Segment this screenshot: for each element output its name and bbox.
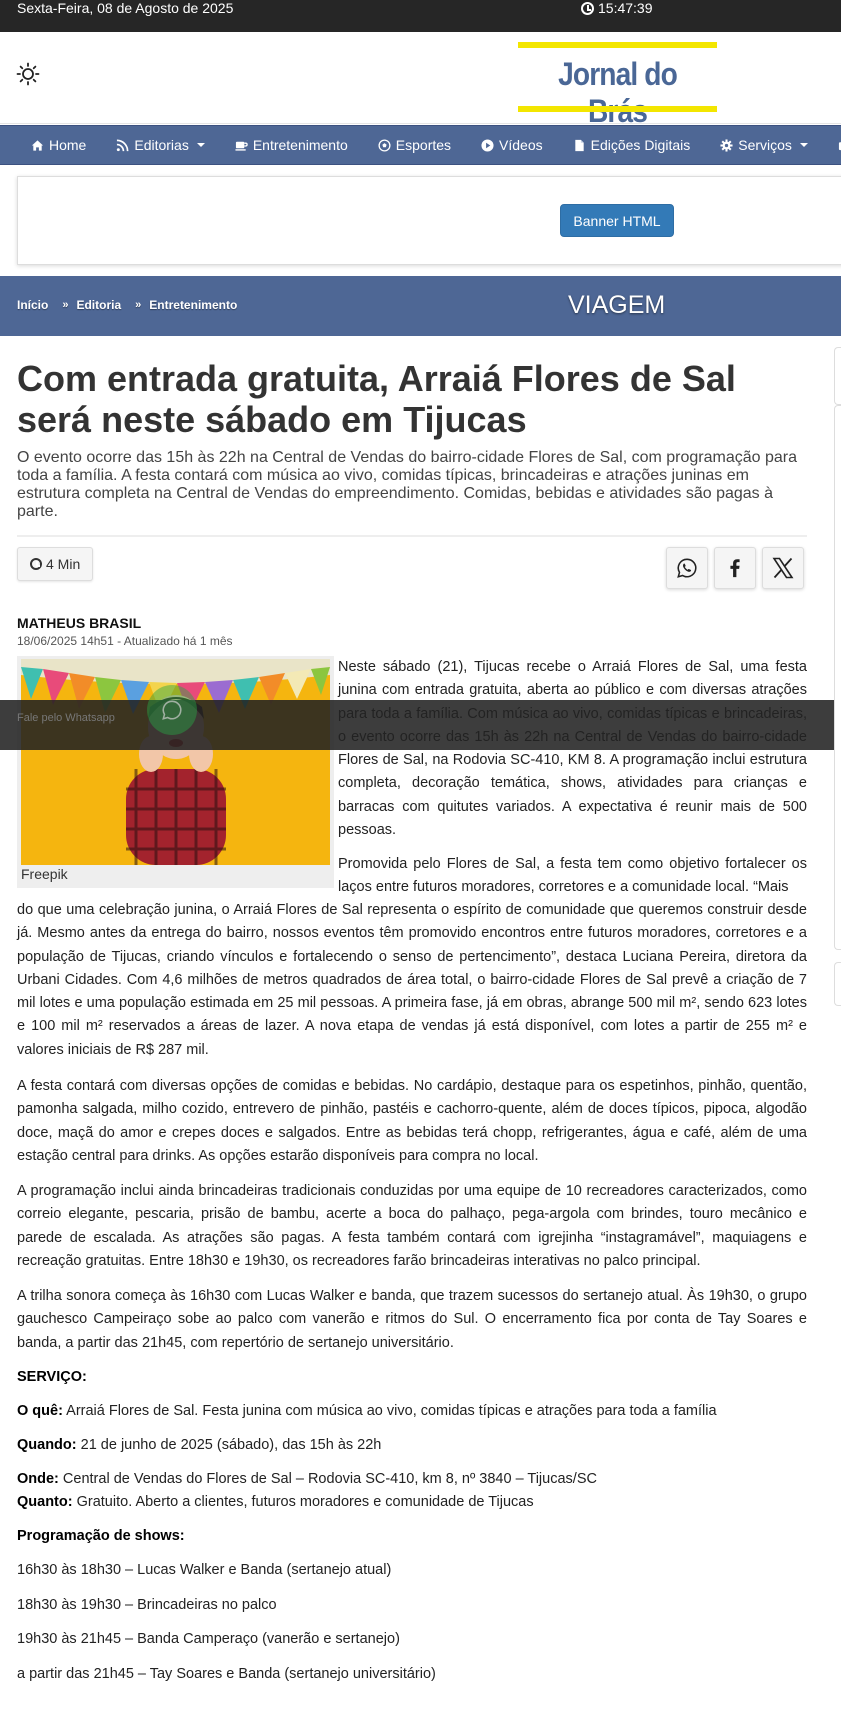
nav-item-servicos[interactable] — [705, 125, 823, 165]
breadcrumb-bar — [0, 276, 841, 336]
rss-icon — [116, 139, 129, 152]
nav-label: Serviços — [738, 137, 792, 153]
servico-onde: Onde: Central de Vendas do Flores de Sal – Rodovia SC-410, km 8, nº 3840 – Tijucas/SC — [17, 1471, 597, 1487]
article-paragraph: Neste sábado (21), Tijucas recebe o Arraiá Flores de Sal, uma festa junina com entrada gratuita, aberta ao público e com diversas atrações Flores de Sal, na Rodovia SC-410, KM 8. A programação inclui estrutura completa, decoração temática, shows, atividades para crianças e barracas com quitutes variados. A expectativa é reunir mais de 500 pessoas. — [338, 659, 807, 839]
servico-o-que: O quê: Arraiá Flores de Sal. Festa junina com música ao vivo, comidas típicas e atrações para toda a família — [17, 1403, 717, 1419]
top-bar — [0, 0, 841, 32]
article-paragraph: Promovida pelo Flores de Sal, a festa tem como objetivo fortalecer os laços entre futuros moradores, corretores e a comunidade local. “Mais — [338, 856, 807, 896]
sidebar-edge — [834, 405, 841, 950]
show-item: 18h30 às 19h30 – Brincadeiras no palco — [17, 1597, 277, 1613]
breadcrumb-inicio[interactable]: Início — [17, 298, 49, 312]
read-time-badge — [17, 547, 93, 581]
servico-quanto: Quanto: Gratuito. Aberto a clientes, futuros moradores e comunidade de Tijucas — [17, 1494, 534, 1510]
breadcrumb — [17, 298, 237, 312]
divider — [17, 535, 807, 537]
article-paragraph: A programação inclui ainda brincadeiras tradicionais conduzidas por uma equipe de 10 recreadores caracterizados, como correio elegante, pescaria, prisão de bambu, acerte a boca do palhaço, pega-argola com brindes, touro mecânico e parede de escalada. As atrações são pagas. A festa também contará com igrejinha “instagramável”, maquiagens e recreação gratuitas. Entre 18h30 e 19h30, os recreadores farão brincadeiras interativas no palco principal. — [17, 1183, 807, 1269]
clock-icon — [30, 558, 42, 570]
logo-text: Jornal do — [558, 56, 677, 92]
sidebar-edge — [834, 962, 841, 1006]
nav-label: Vídeos — [499, 137, 543, 153]
share-x-button[interactable] — [762, 547, 804, 589]
nav-label: Esportes — [395, 137, 452, 153]
show-item: a partir das 21h45 – Tay Soares e Banda (sertanejo universitário) — [17, 1666, 436, 1682]
publish-date: 18/06/2025 14h51 - Atualizado há 1 mês — [17, 634, 233, 648]
article-paragraph: A trilha sonora começa às 16h30 com Lucas Walker e banda, que trazem sucessos do sertanejo atual. Às 19h30, o grupo gauchesco Campeiraço sobe ao palco com vanerão e ritmos do Sul. O encerramento fica por conta de Tay Soares e banda, a partir das 21h45, com repertório de sertanejo universitário. — [17, 1288, 807, 1351]
time-text: 15:47:39 — [598, 0, 653, 16]
nav-item-entretenimento[interactable] — [220, 125, 363, 165]
facebook-icon — [724, 557, 746, 579]
whatsapp-float-button[interactable] — [147, 685, 197, 735]
x-logo-icon — [771, 556, 795, 580]
play-icon — [481, 139, 494, 152]
article-lead: O evento ocorre das 15h às 22h na Central de Vendas do bairro-cidade Flores de Sal, com programação para toda a família. A festa contará com música ao vivo, comidas típicas, brincadeiras e atrações juninas em estrutura completa na Central de Vendas do empreendimento. Comidas, bebidas e atividades são pagas à parte. — [17, 449, 798, 520]
nav-item-edicoes-digitais[interactable] — [558, 125, 706, 165]
show-item: 19h30 às 21h45 – Banda Camperaço (vanerão e sertanejo) — [17, 1631, 400, 1647]
site-header — [0, 32, 841, 124]
theme-toggle-sun-icon[interactable] — [16, 62, 40, 86]
read-time-text: 4 Min — [46, 556, 81, 572]
main-nav — [0, 125, 841, 165]
breadcrumb-separator-icon: » — [62, 299, 69, 311]
whatsapp-contact-bar[interactable] — [0, 700, 841, 750]
whatsapp-icon — [676, 557, 698, 579]
nav-item-home[interactable] — [0, 125, 101, 165]
nav-label: Entretenimento — [252, 137, 348, 153]
file-icon — [573, 139, 586, 152]
site-logo[interactable] — [518, 42, 717, 112]
nav-label: Editorias — [134, 137, 189, 153]
nav-label: Edições Digitais — [590, 137, 691, 153]
whatsapp-contact-label: Fale pelo Whatsapp — [17, 712, 115, 724]
current-time — [581, 0, 653, 16]
article-paragraph: A festa contará com diversas opções de comidas e bebidas. No cardápio, destaque para os espetinhos, pinhão, quentão, pamonha salgada, milho cozido, entrevero de pinhão, pastéis e cachorro-quente, além de doces típicos, pipoca, algodão doce, maçã do amor e crepes doces e salgados. Entre as bebidas terá chopp, refrigerantes, água e café, além de uma estação central para drinks. As opções estarão disponíveis para compra no local. — [17, 1078, 807, 1164]
chevron-down-icon — [197, 143, 205, 147]
gear-icon — [720, 139, 733, 152]
article-paragraph: do que uma celebração junina, o Arraiá Flores de Sal representa o espírito de comunidade que queremos construir desde já. Mesmo antes da entrega do bairro, nossos eventos têm promovido encontros entre futuros moradores, corretores e a população de Tijucas, criando vínculos e fortalecendo o senso de pertencimento”, destaca Luciana Pereira, diretora da Urbani Cidades. Com 4,6 milhões de metros quadrados de área total, o bairro-cidade Flores de Sal prevê a criação de 7 mil lotes e uma população estimada em 25 mil pessoas. A primeira fase, já em obras, abrange 500 mil m², sendo 623 lotes e 100 mil m² reservados a áreas de lazer. A nova etapa de vendas já está disponível, com lotes a partir de 255 m² e valores iniciais de R$ 287 mil. — [17, 902, 807, 1058]
show-item: 16h30 às 18h30 – Lucas Walker e Banda (sertanejo atual) — [17, 1562, 392, 1578]
shows-heading: Programação de shows: — [17, 1528, 185, 1544]
servico-heading: SERVIÇO: — [17, 1369, 87, 1385]
logo-bar-top — [518, 42, 717, 48]
ball-icon — [378, 139, 391, 152]
breadcrumb-editoria[interactable]: Editoria — [76, 298, 122, 312]
nav-item-editorias[interactable] — [101, 125, 219, 165]
nav-item-galeria[interactable] — [823, 125, 841, 165]
clock-icon — [581, 2, 594, 15]
nav-item-videos[interactable] — [466, 125, 558, 165]
nav-item-esportes[interactable] — [363, 125, 466, 165]
nav-label: Home — [49, 137, 87, 153]
current-date: Sexta-Feira, 08 de Agosto de 2025 — [17, 0, 234, 16]
article-title: Com entrada gratuita, Arraiá Flores de Sal será neste sábado em Tijucas — [17, 358, 736, 440]
breadcrumb-entretenimento[interactable]: Entretenimento — [149, 298, 238, 312]
ad-banner-area — [17, 176, 841, 265]
share-facebook-button[interactable] — [714, 547, 756, 589]
breadcrumb-separator-icon: » — [135, 299, 142, 311]
home-icon — [31, 139, 44, 152]
chevron-down-icon — [800, 143, 808, 147]
logo-bar-bottom — [518, 106, 717, 112]
servico-quando: Quando: 21 de junho de 2025 (sábado), das 15h às 22h — [17, 1437, 382, 1453]
banner-html-button[interactable]: Banner HTML — [560, 204, 674, 237]
whatsapp-icon — [161, 699, 183, 721]
section-title: VIAGEM — [568, 291, 666, 319]
coffee-icon — [235, 139, 248, 152]
image-caption: Freepik — [21, 866, 68, 882]
share-whatsapp-button[interactable] — [666, 547, 708, 589]
sidebar-edge — [834, 347, 841, 405]
author-name[interactable]: MATHEUS BRASIL — [17, 615, 142, 631]
